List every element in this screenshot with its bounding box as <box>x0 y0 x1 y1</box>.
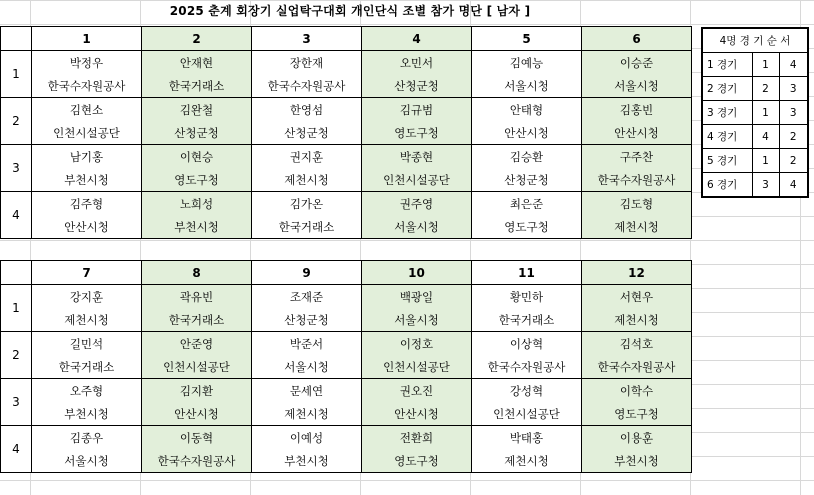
seed-number: 3 <box>1 379 32 426</box>
player-team: 한국수자원공사 <box>472 355 582 379</box>
group-number-header: 4 <box>362 27 472 51</box>
player-name: 안재현 <box>142 51 252 75</box>
player-name: 이정호 <box>362 332 472 356</box>
player-team: 산청군청 <box>252 121 362 145</box>
player-name: 오민서 <box>362 51 472 75</box>
player-team-row <box>1 449 692 473</box>
player-team: 안산시청 <box>142 402 252 426</box>
player-name: 최은준 <box>472 192 582 216</box>
player-team: 인천시설공단 <box>32 121 142 145</box>
match-label: 4 경기 <box>702 125 752 149</box>
player-name: 안준영 <box>142 332 252 356</box>
player-name: 권오진 <box>362 379 472 403</box>
player-team-row <box>1 308 692 332</box>
group-number-header: 2 <box>142 27 252 51</box>
player-team: 안산시청 <box>32 215 142 239</box>
match-player-b: 3 <box>779 77 808 101</box>
player-name: 길민석 <box>32 332 142 356</box>
player-name: 김주형 <box>32 192 142 216</box>
group-number-header: 9 <box>252 261 362 285</box>
corner-cell <box>1 27 32 51</box>
match-label: 2 경기 <box>702 77 752 101</box>
match-order-row <box>702 53 808 77</box>
player-team: 한국수자원공사 <box>32 74 142 98</box>
player-team: 한국거래소 <box>252 215 362 239</box>
seed-number: 2 <box>1 332 32 379</box>
corner-cell <box>1 261 32 285</box>
player-team: 부천시청 <box>32 168 142 192</box>
player-name: 곽유빈 <box>142 285 252 309</box>
player-team-row <box>1 215 692 239</box>
player-team: 서울시청 <box>252 355 362 379</box>
match-player-a: 1 <box>752 53 779 77</box>
player-name: 김가온 <box>252 192 362 216</box>
player-team: 산청군청 <box>142 121 252 145</box>
player-team: 영도구청 <box>362 121 472 145</box>
player-team: 산청군청 <box>362 74 472 98</box>
seed-number: 4 <box>1 426 32 473</box>
player-name: 김도형 <box>582 192 692 216</box>
player-team: 제천시청 <box>582 215 692 239</box>
player-team: 서울시청 <box>362 215 472 239</box>
match-label: 5 경기 <box>702 149 752 173</box>
player-team: 인천시설공단 <box>472 402 582 426</box>
group-table-1-6 <box>0 26 692 239</box>
player-team: 인천시설공단 <box>362 168 472 192</box>
player-name: 장한재 <box>252 51 362 75</box>
player-team: 서울시청 <box>362 308 472 332</box>
player-team: 영도구청 <box>472 215 582 239</box>
group-table-7-12 <box>0 260 692 473</box>
player-team: 영도구청 <box>362 449 472 473</box>
group-header-row <box>1 261 692 285</box>
match-order-header: 4명 경 기 순 서 <box>702 28 808 53</box>
player-team: 서울시청 <box>32 449 142 473</box>
seed-number: 3 <box>1 145 32 192</box>
player-team: 안산시청 <box>472 121 582 145</box>
player-team: 제천시청 <box>582 308 692 332</box>
player-name: 황민하 <box>472 285 582 309</box>
match-order-table <box>701 27 809 198</box>
player-name: 강성혁 <box>472 379 582 403</box>
player-team: 한국거래소 <box>32 355 142 379</box>
player-name: 김종우 <box>32 426 142 450</box>
player-name-row <box>1 192 692 216</box>
player-team: 안산시청 <box>582 121 692 145</box>
match-player-a: 2 <box>752 77 779 101</box>
player-team: 한국거래소 <box>472 308 582 332</box>
player-name: 오주형 <box>32 379 142 403</box>
player-name: 이예성 <box>252 426 362 450</box>
player-team: 한국수자원공사 <box>142 449 252 473</box>
player-name: 김지환 <box>142 379 252 403</box>
match-order-row <box>702 101 808 125</box>
player-name: 박종현 <box>362 145 472 169</box>
player-name-row <box>1 51 692 75</box>
player-name: 이용훈 <box>582 426 692 450</box>
player-team: 서울시청 <box>472 74 582 98</box>
player-team-row <box>1 168 692 192</box>
player-name: 이현승 <box>142 145 252 169</box>
group-number-header: 5 <box>472 27 582 51</box>
player-team-row <box>1 402 692 426</box>
match-player-b: 4 <box>779 173 808 198</box>
player-team: 한국거래소 <box>142 308 252 332</box>
player-name: 김예능 <box>472 51 582 75</box>
match-player-b: 2 <box>779 149 808 173</box>
group-number-header: 12 <box>582 261 692 285</box>
player-name: 김완철 <box>142 98 252 122</box>
group-number-header: 6 <box>582 27 692 51</box>
player-name: 이승준 <box>582 51 692 75</box>
match-player-b: 2 <box>779 125 808 149</box>
player-team: 인천시설공단 <box>142 355 252 379</box>
sheet-title: 2025 춘계 회장기 실업탁구대회 개인단식 조별 참가 명단 [ 남자 ] <box>169 4 531 18</box>
player-team: 서울시청 <box>582 74 692 98</box>
player-name: 구주찬 <box>582 145 692 169</box>
player-team: 안산시청 <box>362 402 472 426</box>
player-team: 제천시청 <box>472 449 582 473</box>
player-team: 부천시청 <box>142 215 252 239</box>
player-name-row <box>1 98 692 122</box>
player-name: 박정우 <box>32 51 142 75</box>
player-name: 박태홍 <box>472 426 582 450</box>
player-team: 산청군청 <box>252 308 362 332</box>
group-number-header: 7 <box>32 261 142 285</box>
player-team: 영도구청 <box>142 168 252 192</box>
match-order-row <box>702 173 808 198</box>
player-team: 한국수자원공사 <box>582 168 692 192</box>
player-name: 권지훈 <box>252 145 362 169</box>
player-name: 안태형 <box>472 98 582 122</box>
player-name: 김승환 <box>472 145 582 169</box>
player-team: 부천시청 <box>252 449 362 473</box>
player-team: 한국수자원공사 <box>582 355 692 379</box>
player-name: 백광일 <box>362 285 472 309</box>
player-name: 전환희 <box>362 426 472 450</box>
player-name: 한영섬 <box>252 98 362 122</box>
match-order-row <box>702 125 808 149</box>
group-number-header: 3 <box>252 27 362 51</box>
match-player-a: 1 <box>752 101 779 125</box>
player-name-row <box>1 426 692 450</box>
player-team: 인천시설공단 <box>362 355 472 379</box>
player-team: 부천시청 <box>582 449 692 473</box>
group-number-header: 8 <box>142 261 252 285</box>
seed-number: 2 <box>1 98 32 145</box>
player-name: 이동혁 <box>142 426 252 450</box>
match-player-a: 3 <box>752 173 779 198</box>
match-player-b: 3 <box>779 101 808 125</box>
player-name-row <box>1 145 692 169</box>
player-team: 제천시청 <box>252 402 362 426</box>
player-team: 산청군청 <box>472 168 582 192</box>
player-name: 이학수 <box>582 379 692 403</box>
player-name-row <box>1 332 692 356</box>
player-team: 제천시청 <box>32 308 142 332</box>
player-name: 노희성 <box>142 192 252 216</box>
player-team: 한국수자원공사 <box>252 74 362 98</box>
player-name: 강지훈 <box>32 285 142 309</box>
match-player-a: 1 <box>752 149 779 173</box>
player-name: 문세연 <box>252 379 362 403</box>
match-order-row <box>702 149 808 173</box>
group-number-header: 1 <box>32 27 142 51</box>
match-player-a: 4 <box>752 125 779 149</box>
player-team: 영도구청 <box>582 402 692 426</box>
match-order-row <box>702 77 808 101</box>
player-team: 한국거래소 <box>142 74 252 98</box>
player-name: 조재준 <box>252 285 362 309</box>
player-team-row <box>1 74 692 98</box>
player-name-row <box>1 379 692 403</box>
player-name: 김규범 <box>362 98 472 122</box>
match-player-b: 4 <box>779 53 808 77</box>
seed-number: 1 <box>1 51 32 98</box>
player-team: 제천시청 <box>252 168 362 192</box>
match-order-header-row <box>702 28 808 53</box>
match-label: 6 경기 <box>702 173 752 198</box>
player-team: 부천시청 <box>32 402 142 426</box>
seed-number: 1 <box>1 285 32 332</box>
player-name: 이상혁 <box>472 332 582 356</box>
player-name: 남기홍 <box>32 145 142 169</box>
player-name: 김홍빈 <box>582 98 692 122</box>
player-name: 서현우 <box>582 285 692 309</box>
player-team-row <box>1 355 692 379</box>
player-team-row <box>1 121 692 145</box>
group-header-row <box>1 27 692 51</box>
match-label: 3 경기 <box>702 101 752 125</box>
player-name: 박준서 <box>252 332 362 356</box>
player-name: 김현소 <box>32 98 142 122</box>
group-number-header: 10 <box>362 261 472 285</box>
match-label: 1 경기 <box>702 53 752 77</box>
player-name-row <box>1 285 692 309</box>
player-name: 김석호 <box>582 332 692 356</box>
group-number-header: 11 <box>472 261 582 285</box>
player-name: 권주영 <box>362 192 472 216</box>
seed-number: 4 <box>1 192 32 239</box>
